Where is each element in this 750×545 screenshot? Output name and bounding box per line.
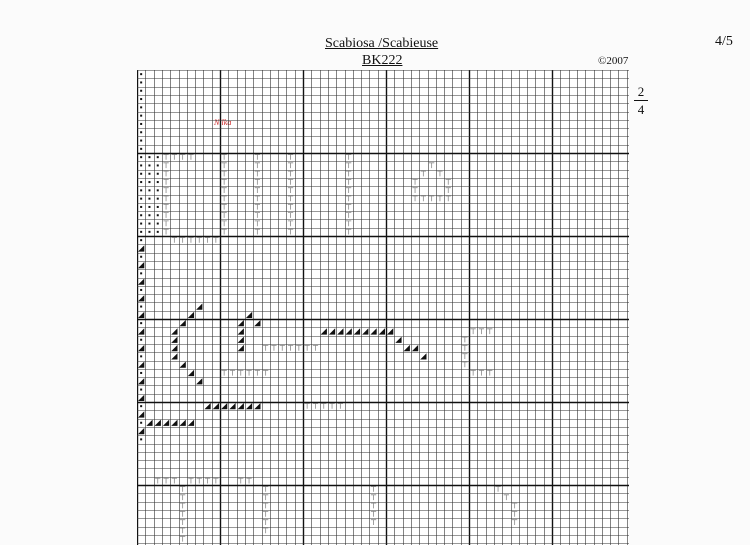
part-numerator: 2 (637, 84, 645, 99)
grid-lines (137, 70, 629, 545)
part-denominator: 4 (637, 102, 645, 117)
signature-text: Nilka (214, 118, 232, 127)
pattern-grid-svg (137, 70, 629, 545)
page-number: 4/5 (715, 34, 733, 49)
page-title: Scabiosa /Scabieuse (325, 36, 439, 51)
copyright: ©2007 (598, 55, 629, 67)
pattern-code: BK222 (362, 53, 403, 68)
stitch-symbols (138, 73, 517, 541)
pattern-grid (137, 70, 629, 545)
fraction-bar (634, 100, 648, 101)
part-indicator (634, 84, 648, 117)
